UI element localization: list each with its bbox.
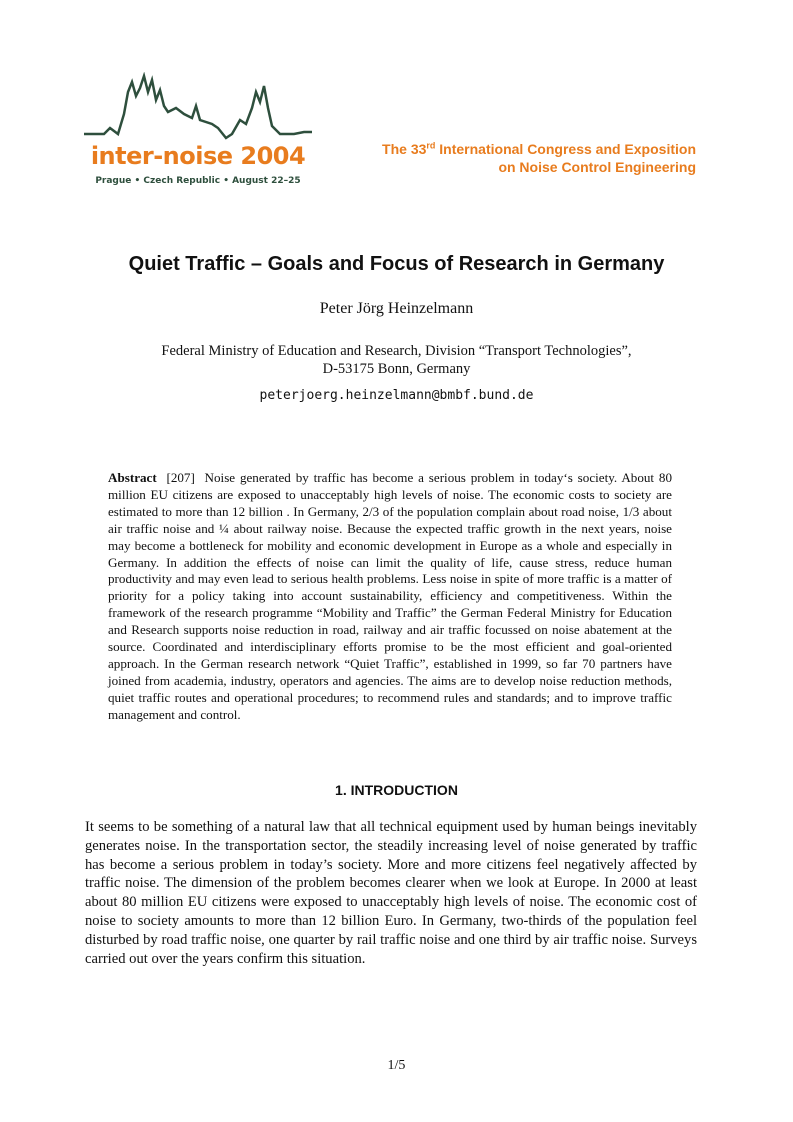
congress-header — [276, 140, 696, 176]
affiliation-line-2: D-53175 Bonn, Germany — [322, 361, 471, 377]
affiliation-line-1: Federal Ministry of Education and Research, Division “Transport Technologies”, — [161, 343, 632, 359]
section-heading-introduction: 1. INTRODUCTION — [335, 782, 458, 798]
introduction-paragraph: It seems to be something of a natural law that all technical equipment used by human beings inevitably generates noise. In the transportation sector, the steadily increasing level of noise generated by traffic has become a serious problem in today’s society. More and more citizens feel negatively affected by traffic noise. The dimension of the problem becomes clearer when we look at Europe. In 2000 at least about 80 million EU citizens were exposed to unacceptably high levels of noise. The economic cost of noise to society amounts to more than 12 billion Euro. In Germany, two-thirds of the population feel disturbed by road traffic noise, one quarter by rail traffic noise and one third by air traffic noise. Surveys carried out over the years confirm this situation. — [85, 819, 697, 967]
abstract-label: Abstract — [108, 470, 157, 485]
logo-tagline: Prague • Czech Republic • August 22–25 — [95, 176, 301, 186]
affiliation — [0, 342, 793, 378]
logo-wordmark: inter-noise 2004 — [90, 142, 306, 170]
page-number: 1/5 — [387, 1058, 406, 1073]
author-email: peterjoerg.heinzelmann@bmbf.bund.de — [259, 388, 534, 403]
ordinal-suffix: rd — [426, 140, 436, 151]
prague-skyline-noise-waveform-icon — [84, 72, 312, 148]
author-name: Peter Jörg Heinzelmann — [319, 300, 474, 317]
abstract-text: Noise generated by traffic has become a serious problem in today‘s society. About 80 million EU citizens are exposed to unacceptably high levels of noise. The economic costs to society are estimated to more than 12 billion . In Germany, 2/3 of the population complain about road noise, 1/3 about air traffic noise and ¼ about railway noise. Because the expected traffic growth in the next years, noise may become a bottleneck for mobility and economic development in Europe as a whole and especially in Germany. In addition the effects of noise can limit the quality of life, cause stress, reduce human productivity and may even lead to serious health problems. Less noise in spite of more traffic is a matter of priority for a policy taking into account sustainability, efficiency and competitiveness. Within the framework of the research programme “Mobility and Traffic” the German Federal Ministry for Education and Research supports noise reduction in road, railway and air traffic focussed on noise abatement at the source. Coordinated and interdisciplinary efforts promise to be the most efficient and goal-oriented approach. In the German research network “Quiet Traffic”, established in 1999, so far 70 partners have joined from academia, industry, operators and agencies. The aims are to develop noise reduction methods, quiet traffic routes and operational procedures; to recommend rules and standards; and to improve traffic management and control. — [108, 470, 673, 722]
paper-title: Quiet Traffic – Goals and Focus of Research in Germany — [128, 253, 665, 275]
congress-line-1: The 33rd International Congress and Exposition — [382, 140, 696, 157]
abstract — [108, 470, 672, 724]
congress-line-2: on Noise Control Engineering — [498, 159, 696, 175]
abstract-number: [207] — [166, 470, 195, 485]
